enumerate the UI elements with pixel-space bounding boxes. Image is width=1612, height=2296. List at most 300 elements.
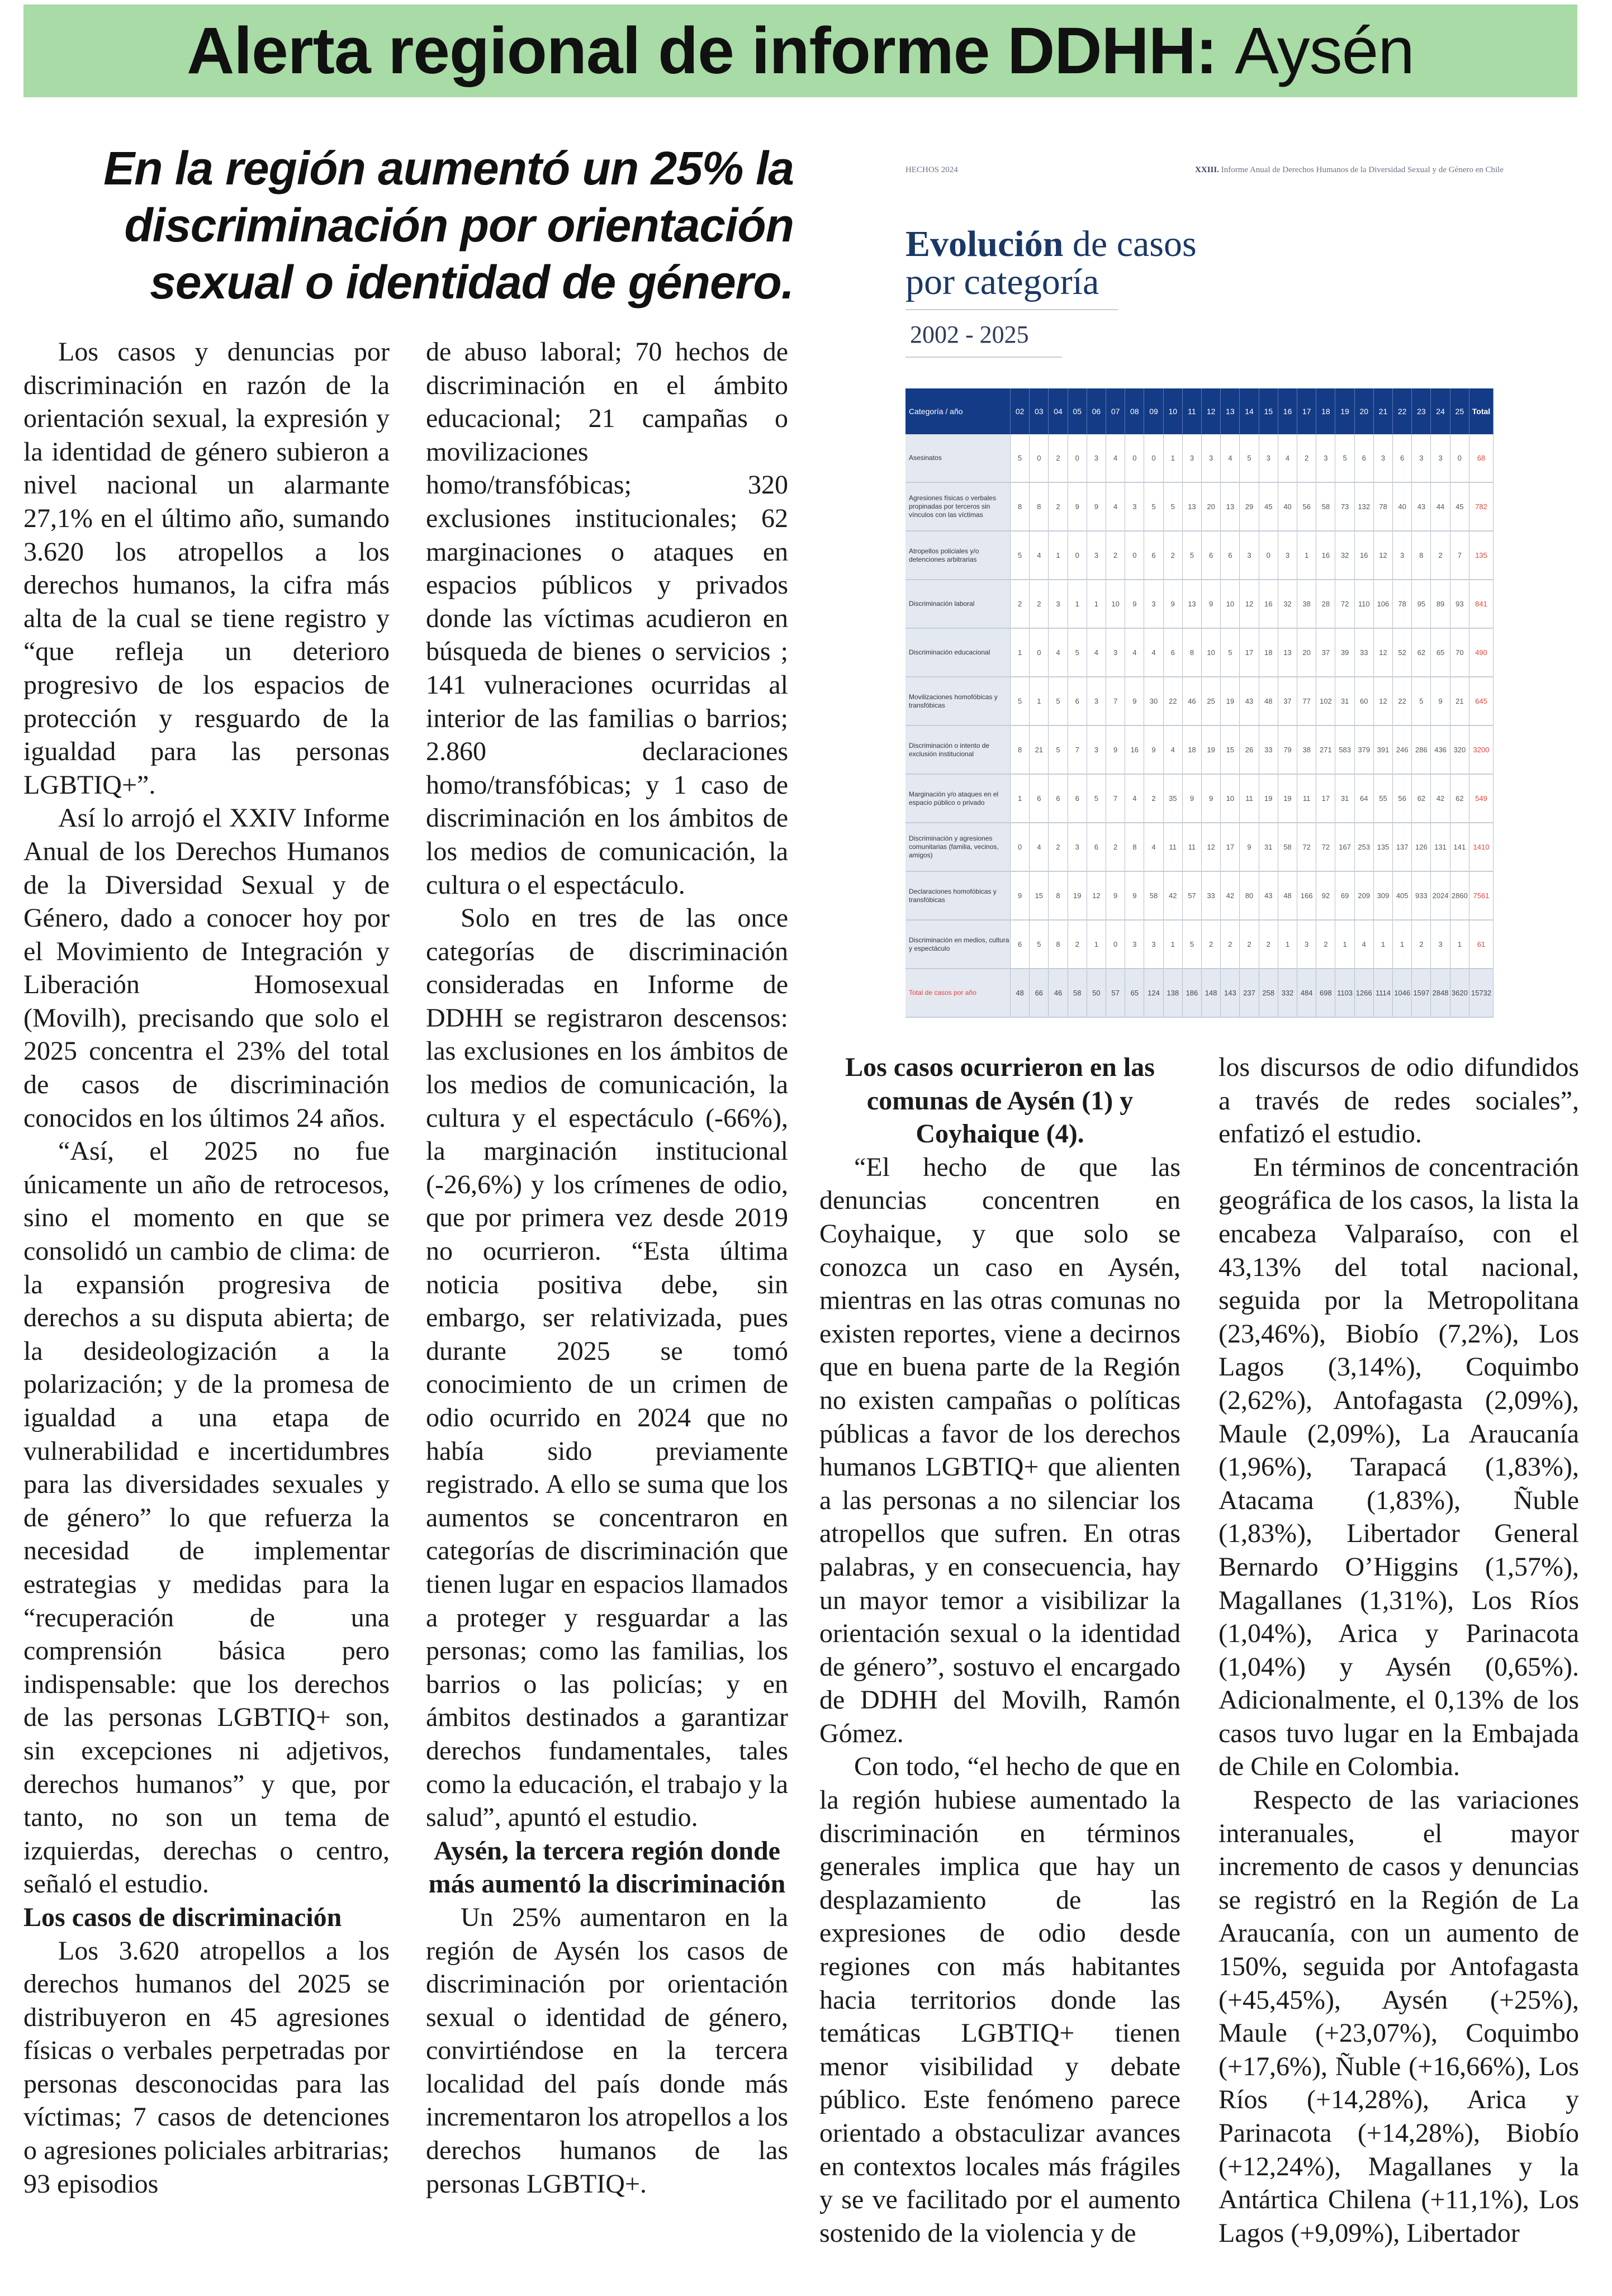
cell-value: 30 bbox=[1144, 677, 1163, 725]
cell-value: 271 bbox=[1316, 725, 1335, 774]
cell-value: 3 bbox=[1259, 434, 1278, 482]
cell-value: 4 bbox=[1030, 823, 1049, 871]
cell-value: 70 bbox=[1450, 628, 1469, 677]
row-total: 15732 bbox=[1469, 969, 1494, 1017]
cell-value: 11 bbox=[1240, 774, 1259, 823]
cell-value: 9 bbox=[1202, 580, 1221, 628]
cell-value: 2 bbox=[1259, 920, 1278, 969]
cell-value: 3 bbox=[1087, 725, 1106, 774]
cell-value: 9 bbox=[1431, 677, 1450, 725]
row-category: Discriminación y agresiones comunitarias (familia, vecinos, amigos) bbox=[905, 823, 1011, 871]
cell-value: 58 bbox=[1144, 871, 1163, 920]
paragraph: Así lo arrojó el XXIV Informe Anual de los Derechos Humanos de la Diversidad Sexual y de Género, dado a conocer hoy por el Movimiento de Integración y Liberación Homosexual (Movilh), precisando que solo el 2025 concentra el 23% del total de casos de discriminación conocidos en los últimos 24 años. bbox=[23, 803, 390, 1133]
cell-value: 2 bbox=[1049, 482, 1068, 531]
cell-value: 9 bbox=[1106, 725, 1125, 774]
cell-value: 8 bbox=[1049, 920, 1068, 969]
headline-banner bbox=[23, 4, 1577, 97]
cell-value: 95 bbox=[1412, 580, 1431, 628]
header-year: 20 bbox=[1354, 388, 1373, 434]
cell-value: 1 bbox=[1297, 531, 1316, 580]
cell-value: 92 bbox=[1316, 871, 1335, 920]
row-category: Atropellos policiales y/o detenciones arbitrarias bbox=[905, 531, 1011, 580]
cell-value: 3 bbox=[1125, 920, 1144, 969]
cell-value: 137 bbox=[1393, 823, 1412, 871]
header-year: 10 bbox=[1163, 388, 1182, 434]
row-category: Agresiones físicas o verbales propinadas por terceros sin vínculos con las víctimas bbox=[905, 482, 1011, 531]
cell-value: 3 bbox=[1068, 823, 1087, 871]
cell-value: 0 bbox=[1030, 434, 1049, 482]
cell-value: 2 bbox=[1316, 920, 1335, 969]
cell-value: 12 bbox=[1240, 580, 1259, 628]
cell-value: 4 bbox=[1221, 434, 1240, 482]
cell-value: 43 bbox=[1259, 871, 1278, 920]
row-category: Declaraciones homofóbicas y transfóbicas bbox=[905, 871, 1011, 920]
cell-value: 2 bbox=[1163, 531, 1182, 580]
figure-report-title bbox=[1195, 165, 1504, 175]
cell-value: 5 bbox=[1011, 677, 1030, 725]
cell-value: 3 bbox=[1144, 580, 1163, 628]
paragraph: “Así, el 2025 no fue únicamente un año de retrocesos, sino el momento en que se consolidó un cambio de clima: de la expansión progresiva de derechos a su disputa abierta; de la desideologización a la polarización; y de la promesa de igualdad a una etapa de vulnerabilidad e incertidumbres para las diversidades sexuales y de género” lo que refuerza la necesidad de implementar estrategias y medidas para la “recuperación de una comprensión básica pero indispensable: que los derechos de las personas LGBTIQ+ son, sin excepciones ni adjetivos, derechos humanos” y que, por tanto, no son un tema de izquierdas, derechas o centro, señaló el estudio. bbox=[23, 1136, 390, 1899]
cell-value: 3 bbox=[1431, 920, 1450, 969]
cell-value: 1 bbox=[1011, 628, 1030, 677]
cell-value: 65 bbox=[1431, 628, 1450, 677]
header-year: 05 bbox=[1068, 388, 1087, 434]
cell-value: 9 bbox=[1182, 774, 1201, 823]
cell-value: 33 bbox=[1202, 871, 1221, 920]
cell-value: 2 bbox=[1144, 774, 1163, 823]
cell-value: 9 bbox=[1125, 677, 1144, 725]
cell-value: 5 bbox=[1182, 920, 1201, 969]
cell-value: 42 bbox=[1221, 871, 1240, 920]
cell-value: 5 bbox=[1011, 434, 1030, 482]
cell-value: 5 bbox=[1163, 482, 1182, 531]
cell-value: 38 bbox=[1297, 580, 1316, 628]
cell-value: 33 bbox=[1354, 628, 1373, 677]
cell-value: 78 bbox=[1393, 580, 1412, 628]
cell-value: 11 bbox=[1297, 774, 1316, 823]
cell-value: 391 bbox=[1373, 725, 1392, 774]
cell-value: 29 bbox=[1240, 482, 1259, 531]
cell-value: 4 bbox=[1144, 823, 1163, 871]
cell-value: 2 bbox=[1106, 823, 1125, 871]
cell-value: 8 bbox=[1011, 482, 1030, 531]
figure-section-label: HECHOS 2024 bbox=[905, 165, 958, 174]
cell-value: 72 bbox=[1297, 823, 1316, 871]
cell-value: 13 bbox=[1182, 580, 1201, 628]
cell-value: 20 bbox=[1202, 482, 1221, 531]
cell-value: 25 bbox=[1202, 677, 1221, 725]
cell-value: 131 bbox=[1431, 823, 1450, 871]
cell-value: 124 bbox=[1144, 969, 1163, 1017]
cell-value: 33 bbox=[1259, 725, 1278, 774]
cell-value: 1 bbox=[1450, 920, 1469, 969]
cell-value: 89 bbox=[1431, 580, 1450, 628]
row-category: Asesinatos bbox=[905, 434, 1011, 482]
header-year: 17 bbox=[1297, 388, 1316, 434]
cell-value: 3 bbox=[1316, 434, 1335, 482]
cell-value: 26 bbox=[1240, 725, 1259, 774]
cell-value: 19 bbox=[1259, 774, 1278, 823]
cell-value: 1 bbox=[1278, 920, 1297, 969]
cell-value: 80 bbox=[1240, 871, 1259, 920]
cell-value: 102 bbox=[1316, 677, 1335, 725]
cell-value: 6 bbox=[1068, 677, 1087, 725]
cell-value: 2 bbox=[1049, 823, 1068, 871]
cell-value: 77 bbox=[1297, 677, 1316, 725]
cell-value: 0 bbox=[1125, 434, 1144, 482]
cell-value: 4 bbox=[1125, 774, 1144, 823]
cell-value: 1597 bbox=[1412, 969, 1431, 1017]
cell-value: 3 bbox=[1049, 580, 1068, 628]
cell-value: 2 bbox=[1106, 531, 1125, 580]
cell-value: 46 bbox=[1182, 677, 1201, 725]
header-year: 22 bbox=[1393, 388, 1412, 434]
cell-value: 698 bbox=[1316, 969, 1335, 1017]
cell-value: 62 bbox=[1450, 774, 1469, 823]
cell-value: 0 bbox=[1106, 920, 1125, 969]
cell-value: 28 bbox=[1316, 580, 1335, 628]
cell-value: 13 bbox=[1221, 482, 1240, 531]
cell-value: 12 bbox=[1373, 531, 1392, 580]
cell-value: 1 bbox=[1030, 677, 1049, 725]
cell-value: 5 bbox=[1335, 434, 1354, 482]
cell-value: 5 bbox=[1068, 628, 1087, 677]
cell-value: 48 bbox=[1011, 969, 1030, 1017]
cell-value: 60 bbox=[1354, 677, 1373, 725]
cell-value: 19 bbox=[1278, 774, 1297, 823]
cell-value: 138 bbox=[1163, 969, 1182, 1017]
cell-value: 31 bbox=[1335, 774, 1354, 823]
cell-value: 5 bbox=[1087, 774, 1106, 823]
figure-header bbox=[894, 156, 1509, 175]
cell-value: 9 bbox=[1202, 774, 1221, 823]
table-row bbox=[905, 531, 1494, 580]
cell-value: 58 bbox=[1068, 969, 1087, 1017]
row-total: 3200 bbox=[1469, 725, 1494, 774]
cell-value: 17 bbox=[1316, 774, 1335, 823]
header-year: 21 bbox=[1373, 388, 1392, 434]
table-row bbox=[905, 774, 1494, 823]
cell-value: 0 bbox=[1259, 531, 1278, 580]
cell-value: 35 bbox=[1163, 774, 1182, 823]
cell-value: 237 bbox=[1240, 969, 1259, 1017]
table-row bbox=[905, 677, 1494, 725]
cell-value: 1046 bbox=[1393, 969, 1412, 1017]
cell-value: 258 bbox=[1259, 969, 1278, 1017]
header-year: 24 bbox=[1431, 388, 1450, 434]
cell-value: 9 bbox=[1125, 580, 1144, 628]
cell-value: 42 bbox=[1431, 774, 1450, 823]
cell-value: 1 bbox=[1087, 920, 1106, 969]
cell-value: 64 bbox=[1354, 774, 1373, 823]
cell-value: 4 bbox=[1106, 482, 1125, 531]
cell-value: 55 bbox=[1373, 774, 1392, 823]
cell-value: 1 bbox=[1163, 920, 1182, 969]
paragraph: Solo en tres de las once categorías de discriminación consideradas en Informe de DDHH se registraron descensos: las exclusiones en los ámbitos de los medios de comunicación, la cultura y el espectáculo (-66%), la marginación institucional (-26,6%) y los crímenes de odio, que por primera vez desde 2019 no ocurrieron. “Esta última noticia positiva debe, sin embargo, ser relativizada, pues durante 2025 se tomó conocimiento de un crimen de odio ocurrido en 2024 que no había sido previamente registrado. A ello se suma que los aumentos se concentraron en categorías de discriminación que tienen lugar en espacios llamados a proteger y resguardar a las personas; como las familias, los barrios o las policías; y en ámbitos destinados a garantizar derechos fundamentales, tales como la educación, el trabajo y la salud”, apuntó el estudio. bbox=[426, 903, 788, 1833]
cell-value: 52 bbox=[1393, 628, 1412, 677]
paragraph-continuation: los discursos de odio difundidos a través de redes sociales”, enfatizó el estudio. bbox=[1219, 1052, 1579, 1149]
cell-value: 7 bbox=[1450, 531, 1469, 580]
cell-value: 44 bbox=[1431, 482, 1450, 531]
cell-value: 2 bbox=[1221, 920, 1240, 969]
cell-value: 57 bbox=[1106, 969, 1125, 1017]
header-year: 18 bbox=[1316, 388, 1335, 434]
banner-title bbox=[187, 13, 1414, 89]
table-row bbox=[905, 580, 1494, 628]
cell-value: 0 bbox=[1450, 434, 1469, 482]
cell-value: 19 bbox=[1202, 725, 1221, 774]
header-category: Categoría / año bbox=[905, 388, 1011, 434]
cell-value: 309 bbox=[1373, 871, 1392, 920]
row-total: 135 bbox=[1469, 531, 1494, 580]
cell-value: 8 bbox=[1011, 725, 1030, 774]
cell-value: 5 bbox=[1049, 725, 1068, 774]
table-row bbox=[905, 725, 1494, 774]
cell-value: 5 bbox=[1240, 434, 1259, 482]
cell-value: 3 bbox=[1373, 434, 1392, 482]
figure-title-rest: de casos bbox=[1072, 224, 1197, 264]
cell-value: 16 bbox=[1316, 531, 1335, 580]
section-subheading: Aysén, la tercera región donde más aumentó la discriminación bbox=[428, 1835, 786, 1899]
cell-value: 2 bbox=[1068, 920, 1087, 969]
cell-value: 4 bbox=[1030, 531, 1049, 580]
cell-value: 1 bbox=[1373, 920, 1392, 969]
cell-value: 0 bbox=[1068, 531, 1087, 580]
cell-value: 72 bbox=[1335, 580, 1354, 628]
cell-value: 21 bbox=[1450, 677, 1469, 725]
cell-value: 45 bbox=[1450, 482, 1469, 531]
cell-value: 106 bbox=[1373, 580, 1392, 628]
cell-value: 8 bbox=[1049, 871, 1068, 920]
cell-value: 132 bbox=[1354, 482, 1373, 531]
cell-value: 3 bbox=[1087, 531, 1106, 580]
cell-value: 1 bbox=[1011, 774, 1030, 823]
cell-value: 3 bbox=[1297, 920, 1316, 969]
paragraph: Un 25% aumentaron en la región de Aysén los casos de discriminación por orientación sexual o identidad de género, convirtiéndose en la tercera localidad del país donde más incrementaron los atropellos a los derechos humanos de las personas LGBTIQ+. bbox=[426, 1902, 788, 2199]
header-total: Total bbox=[1469, 388, 1494, 434]
cell-value: 126 bbox=[1412, 823, 1431, 871]
cell-value: 186 bbox=[1182, 969, 1201, 1017]
cell-value: 5 bbox=[1049, 677, 1068, 725]
cell-value: 9 bbox=[1144, 725, 1163, 774]
cell-value: 2 bbox=[1030, 580, 1049, 628]
cell-value: 15 bbox=[1030, 871, 1049, 920]
cell-value: 79 bbox=[1278, 725, 1297, 774]
article-column-4 bbox=[1219, 1051, 1579, 2250]
header-year: 19 bbox=[1335, 388, 1354, 434]
row-category: Marginación y/o ataques en el espacio público o privado bbox=[905, 774, 1011, 823]
cell-value: 21 bbox=[1030, 725, 1049, 774]
cell-value: 2 bbox=[1297, 434, 1316, 482]
cell-value: 1 bbox=[1393, 920, 1412, 969]
cell-value: 8 bbox=[1412, 531, 1431, 580]
cell-value: 3 bbox=[1240, 531, 1259, 580]
cell-value: 20 bbox=[1297, 628, 1316, 677]
cell-value: 39 bbox=[1335, 628, 1354, 677]
cell-value: 17 bbox=[1240, 628, 1259, 677]
cell-value: 6 bbox=[1011, 920, 1030, 969]
cell-value: 3620 bbox=[1450, 969, 1469, 1017]
cell-value: 6 bbox=[1068, 774, 1087, 823]
cell-value: 0 bbox=[1144, 434, 1163, 482]
cell-value: 9 bbox=[1125, 871, 1144, 920]
cell-value: 46 bbox=[1049, 969, 1068, 1017]
cell-value: 209 bbox=[1354, 871, 1373, 920]
paragraph: En términos de concentración geográfica de los casos, la lista la encabeza Valparaíso, con el 43,13% del total nacional, seguida por la Metropolitana (23,46%), Biobío (7,2%), Los Lagos (3,14%), Coquimbo (2,62%), Antofagasta (2,09%), Maule (2,09%), La Araucanía (1,96%), Tarapacá (1,83%), Atacama (1,83%), Ñuble (1,83%), Libertador General Bernardo O’Higgins (1,57%), Magallanes (1,31%), Los Ríos (1,04%), Arica y Parinacota (1,04%) y Aysén (0,65%). Adicionalmente, el 0,13% de los casos tuvo lugar en la Embajada de Chile en Colombia. bbox=[1219, 1152, 1579, 1782]
row-total: 782 bbox=[1469, 482, 1494, 531]
cell-value: 66 bbox=[1030, 969, 1049, 1017]
header-year: 04 bbox=[1049, 388, 1068, 434]
cell-value: 31 bbox=[1259, 823, 1278, 871]
cell-value: 1266 bbox=[1354, 969, 1373, 1017]
cell-value: 10 bbox=[1221, 580, 1240, 628]
row-total: 549 bbox=[1469, 774, 1494, 823]
cell-value: 166 bbox=[1297, 871, 1316, 920]
cell-value: 2860 bbox=[1450, 871, 1469, 920]
table-row bbox=[905, 871, 1494, 920]
cell-value: 9 bbox=[1240, 823, 1259, 871]
header-year: 23 bbox=[1412, 388, 1431, 434]
cell-value: 583 bbox=[1335, 725, 1354, 774]
section-subheading: Los casos de discriminación bbox=[23, 1902, 342, 1932]
cell-value: 141 bbox=[1450, 823, 1469, 871]
row-total: 490 bbox=[1469, 628, 1494, 677]
cell-value: 7 bbox=[1106, 677, 1125, 725]
row-category: Total de casos por año bbox=[905, 969, 1011, 1017]
paragraph: Los casos y denuncias por discriminación en razón de la orientación sexual, la expresión y la identidad de género subieron a nivel nacional un alarmante 27,1% en el último año, sumando 3.620 los atropellos a los derechos humanos, la cifra más alta de la cual se tiene registro y “que refleja un deterioro progresivo de los espacios de protección y resguardo de la igualdad para las personas LGBTIQ+”. bbox=[23, 337, 390, 800]
cell-value: 4 bbox=[1163, 725, 1182, 774]
cell-value: 1 bbox=[1087, 580, 1106, 628]
cell-value: 11 bbox=[1163, 823, 1182, 871]
cell-value: 332 bbox=[1278, 969, 1297, 1017]
header-year: 08 bbox=[1125, 388, 1144, 434]
cell-value: 19 bbox=[1068, 871, 1087, 920]
table-row bbox=[905, 434, 1494, 482]
header-year: 12 bbox=[1202, 388, 1221, 434]
cell-value: 5 bbox=[1221, 628, 1240, 677]
cell-value: 5 bbox=[1011, 531, 1030, 580]
paragraph: “El hecho de que las denuncias concentren en Coyhaique, y que solo se conozca un caso en Aysén, mientras en las otras comunas no existen reportes, viene a decirnos que en buena parte de la Región no existen campañas o políticas públicas a favor de los derechos humanos LGBTIQ+ que alienten a las personas a no silenciar los atropellos que sufren. En otras palabras, y en consecuencia, hay un mayor temor a visibilizar la orientación sexual o la identidad de género”, sostuvo el encargado de DDHH del Movilh, Ramón Gómez. bbox=[819, 1152, 1180, 1748]
cell-value: 9 bbox=[1163, 580, 1182, 628]
cell-value: 57 bbox=[1182, 871, 1201, 920]
cell-value: 3 bbox=[1182, 434, 1201, 482]
cell-value: 5 bbox=[1412, 677, 1431, 725]
header-year: 16 bbox=[1278, 388, 1297, 434]
cell-value: 2024 bbox=[1431, 871, 1450, 920]
cell-value: 3 bbox=[1087, 677, 1106, 725]
cell-value: 6 bbox=[1087, 823, 1106, 871]
cell-value: 6 bbox=[1163, 628, 1182, 677]
cell-value: 3 bbox=[1431, 434, 1450, 482]
cell-value: 0 bbox=[1011, 823, 1030, 871]
cell-value: 42 bbox=[1163, 871, 1182, 920]
cell-value: 62 bbox=[1412, 774, 1431, 823]
cell-value: 148 bbox=[1202, 969, 1221, 1017]
cases-by-category-table bbox=[905, 388, 1494, 1018]
cell-value: 12 bbox=[1087, 871, 1106, 920]
cell-value: 1 bbox=[1049, 531, 1068, 580]
cell-value: 10 bbox=[1106, 580, 1125, 628]
row-total: 68 bbox=[1469, 434, 1494, 482]
cell-value: 253 bbox=[1354, 823, 1373, 871]
table-row bbox=[905, 823, 1494, 871]
cell-value: 13 bbox=[1182, 482, 1201, 531]
cell-value: 110 bbox=[1354, 580, 1373, 628]
figure-title-bold: Evolución bbox=[905, 224, 1064, 264]
divider bbox=[905, 309, 1118, 310]
row-category: Discriminación o intento de exclusión institucional bbox=[905, 725, 1011, 774]
cell-value: 43 bbox=[1412, 482, 1431, 531]
cell-value: 3 bbox=[1393, 531, 1412, 580]
cell-value: 6 bbox=[1144, 531, 1163, 580]
cell-value: 15 bbox=[1221, 725, 1240, 774]
table-row bbox=[905, 628, 1494, 677]
cell-value: 4 bbox=[1125, 628, 1144, 677]
cell-value: 3 bbox=[1106, 628, 1125, 677]
cell-value: 9 bbox=[1011, 871, 1030, 920]
cell-value: 48 bbox=[1259, 677, 1278, 725]
cell-value: 8 bbox=[1030, 482, 1049, 531]
cell-value: 6 bbox=[1030, 774, 1049, 823]
cell-value: 9 bbox=[1087, 482, 1106, 531]
cell-value: 5 bbox=[1144, 482, 1163, 531]
cell-value: 31 bbox=[1335, 677, 1354, 725]
cell-value: 2 bbox=[1202, 920, 1221, 969]
cell-value: 1 bbox=[1335, 920, 1354, 969]
cell-value: 3 bbox=[1125, 482, 1144, 531]
figure-title-line2: por categoría bbox=[905, 262, 1099, 302]
row-total: 1410 bbox=[1469, 823, 1494, 871]
report-number: XXIII. bbox=[1195, 165, 1219, 174]
cell-value: 484 bbox=[1297, 969, 1316, 1017]
row-category: Discriminación educacional bbox=[905, 628, 1011, 677]
header-year: 03 bbox=[1030, 388, 1049, 434]
row-total: 7561 bbox=[1469, 871, 1494, 920]
paragraph-continuation: de abuso laboral; 70 hechos de discriminación en el ámbito educacional; 21 campañas o movilizaciones homo/transfóbicas; 320 exclusiones institucionales; 62 marginaciones o ataques en espacios públicos y privados donde las víctimas acudieron en búsqueda de bienes o servicios ; 141 vulneraciones ocurridas al interior de las familias o barrios; 2.860 declaraciones homo/transfóbicas; y 1 caso de discriminación en los ámbitos de los medios de comunicación, la cultura o el espectáculo. bbox=[426, 337, 788, 900]
cell-value: 8 bbox=[1182, 628, 1201, 677]
banner-title-main: Alerta regional de informe DDHH: bbox=[187, 14, 1217, 88]
cell-value: 3 bbox=[1412, 434, 1431, 482]
cell-value: 4 bbox=[1354, 920, 1373, 969]
cell-value: 4 bbox=[1278, 434, 1297, 482]
cell-value: 4 bbox=[1049, 628, 1068, 677]
cell-value: 135 bbox=[1373, 823, 1392, 871]
cell-value: 37 bbox=[1316, 628, 1335, 677]
cell-value: 58 bbox=[1278, 823, 1297, 871]
cell-value: 286 bbox=[1412, 725, 1431, 774]
paragraph: Con todo, “el hecho de que en la región hubiese aumentado la discriminación en términos generales implica que hay un desplazamiento de las expresiones de odio desde regiones con más habitantes hacia territorios donde las temáticas LGBTIQ+ tienen menor visibilidad y debate público. Este fenómeno parece orientado a obstaculizar avances en contextos locales más frágiles y se ve facilitado por el aumento sostenido de la violencia y de bbox=[819, 1752, 1180, 2248]
cell-value: 1 bbox=[1068, 580, 1087, 628]
cell-value: 22 bbox=[1163, 677, 1182, 725]
paragraph: Respecto de las variaciones interanuales, el mayor incremento de casos y denuncias se registró en la Región de La Araucanía, con un aumento de 150%, seguida por Antofagasta (+45,45%), Aysén (+25%), Maule (+23,07%), Coquimbo (+17,6%), Ñuble (+16,66%), Los Ríos (+14,28%), Arica y Parinacota (+14,28%), Biobío (+12,24%), Magallanes y la Antártica Chilena (+11,1%), Los Lagos (+9,09%), Libertador bbox=[1219, 1785, 1579, 2248]
cell-value: 405 bbox=[1393, 871, 1412, 920]
header-year: 11 bbox=[1182, 388, 1201, 434]
table-header-row bbox=[905, 388, 1494, 434]
cell-value: 43 bbox=[1240, 677, 1259, 725]
cell-value: 933 bbox=[1412, 871, 1431, 920]
cell-value: 6 bbox=[1354, 434, 1373, 482]
cell-value: 1114 bbox=[1373, 969, 1392, 1017]
cell-value: 48 bbox=[1278, 871, 1297, 920]
report-name: Informe Anual de Derechos Humanos de la Diversidad Sexual y de Género en Chile bbox=[1221, 165, 1504, 174]
article-column-1 bbox=[23, 335, 390, 2200]
cell-value: 18 bbox=[1182, 725, 1201, 774]
cell-value: 40 bbox=[1393, 482, 1412, 531]
cell-value: 320 bbox=[1450, 725, 1469, 774]
cell-value: 32 bbox=[1335, 531, 1354, 580]
cell-value: 72 bbox=[1316, 823, 1335, 871]
cell-value: 16 bbox=[1354, 531, 1373, 580]
